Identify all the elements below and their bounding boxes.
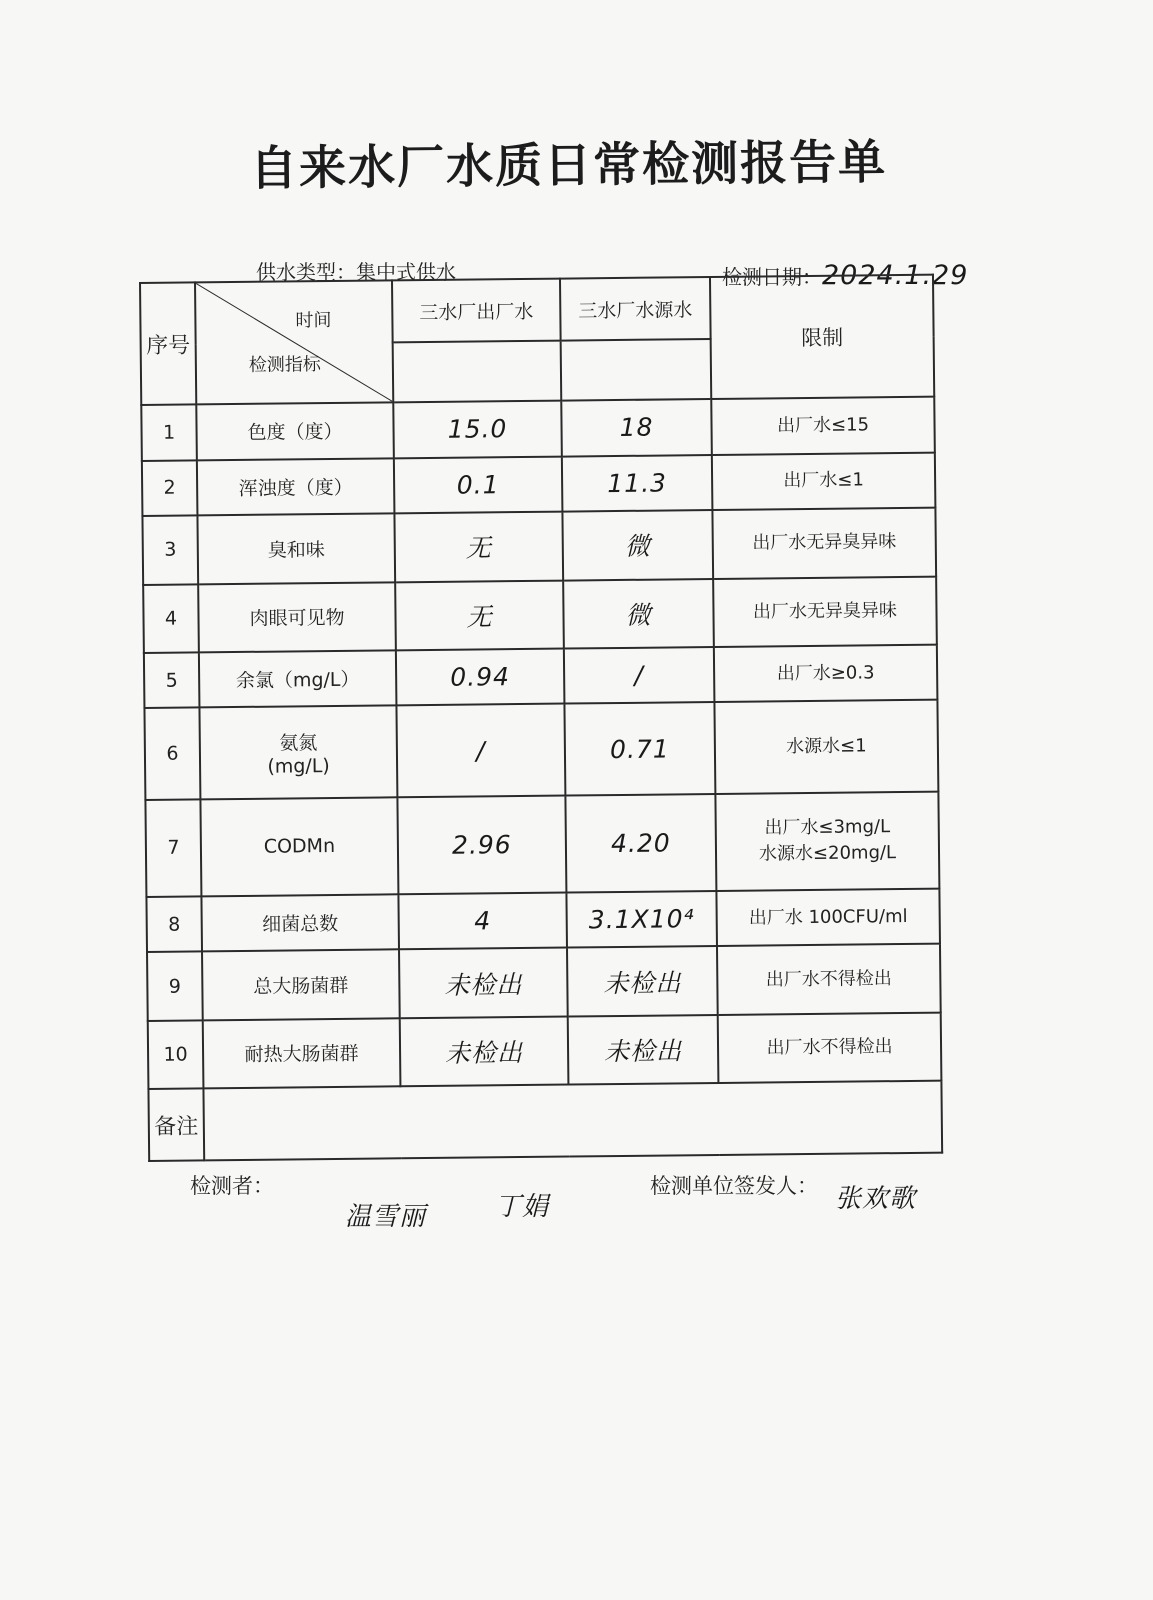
row-no: 9 (147, 952, 203, 1021)
inspector-label: 检测者： (190, 1174, 274, 1198)
inspector-block (190, 1170, 274, 1200)
quality-table-wrapper (139, 274, 941, 1162)
row-value-outlet: 无 (394, 512, 563, 582)
table-row (144, 700, 938, 800)
table-row (141, 397, 935, 461)
issuer-label: 检测单位签发人： (650, 1174, 818, 1198)
row-value-outlet: / (396, 704, 565, 797)
remark-row (148, 1081, 942, 1161)
row-indicator: 浑浊度（度） (197, 458, 395, 516)
row-indicator: 臭和味 (197, 514, 395, 584)
remark-label: 备注 (148, 1088, 204, 1161)
row-indicator: 色度（度） (196, 402, 394, 460)
inspector-signature-2: 丁娟 (495, 1192, 550, 1222)
header-limit: 限制 (710, 275, 934, 399)
row-limit-line1: 出厂水≤3mg/L (764, 816, 891, 839)
table-row (142, 508, 936, 585)
row-indicator-line1: 氨氮 (279, 731, 318, 755)
row-value-source: / (564, 647, 715, 704)
row-value-source: 18 (561, 399, 712, 456)
table-row (143, 576, 937, 653)
header-col2-blank (561, 339, 712, 401)
header-diagonal-cell (195, 280, 393, 404)
test-date-label: 检测日期： (722, 265, 822, 289)
row-value-source: 4.20 (565, 794, 716, 893)
row-limit: 出厂水≤15 (711, 397, 935, 455)
row-limit: 出厂水≤1 (712, 452, 936, 510)
row-value-source: 0.71 (564, 702, 715, 795)
row-value-outlet: 未检出 (400, 1016, 569, 1086)
row-indicator: 细菌总数 (201, 894, 399, 952)
row-no: 10 (148, 1020, 204, 1089)
row-no: 8 (146, 896, 202, 952)
issuer-block (650, 1170, 818, 1200)
row-value-source: 微 (563, 579, 714, 649)
row-indicator: CODMn (200, 797, 398, 896)
row-limit: 出厂水 100CFU/ml (716, 888, 940, 946)
row-limit: 出厂水不得检出 (717, 944, 941, 1015)
row-value-source: 未检出 (567, 946, 718, 1016)
row-no: 6 (144, 708, 200, 800)
row-value-outlet: 未检出 (399, 948, 568, 1018)
row-value-outlet: 2.96 (397, 795, 566, 894)
header-row (140, 275, 934, 345)
table-row (144, 644, 938, 708)
row-indicator: 肉眼可见物 (198, 582, 396, 652)
row-indicator (199, 706, 397, 800)
row-limit (715, 792, 939, 891)
table-row (142, 452, 936, 516)
diagonal-line (196, 281, 392, 403)
row-value-outlet: 无 (395, 580, 564, 650)
row-value-source: 微 (562, 510, 713, 580)
row-limit: 出厂水无异臭异味 (713, 576, 937, 647)
quality-table (139, 274, 943, 1162)
supply-type-label: 供水类型： (256, 260, 356, 284)
row-value-outlet: 15.0 (393, 401, 562, 458)
row-indicator-line2: (mg/L) (267, 754, 330, 778)
row-indicator: 总大肠菌群 (202, 950, 400, 1020)
row-value-outlet: 0.1 (394, 456, 563, 513)
row-no: 5 (144, 652, 200, 708)
row-limit: 出厂水≥0.3 (714, 644, 938, 702)
header-indicator: 检测指标 (248, 354, 321, 376)
row-value-source: 3.1X10⁴ (566, 891, 717, 948)
table-row (146, 888, 940, 952)
row-no: 1 (141, 404, 197, 460)
row-no: 4 (143, 584, 199, 653)
row-limit-line2: 水源水≤20mg/L (758, 842, 897, 865)
row-limit: 出厂水不得检出 (718, 1012, 942, 1083)
row-value-source: 未检出 (568, 1015, 719, 1085)
table-row (148, 1012, 942, 1089)
issuer-signature: 张欢歌 (835, 1184, 917, 1214)
table-row (147, 944, 941, 1021)
report-title: 自来水厂水质日常检测报告单 (249, 134, 888, 197)
header-col1-blank (393, 341, 562, 403)
row-indicator: 余氯（mg/L） (199, 650, 397, 708)
remark-content (203, 1081, 942, 1161)
header-time: 时间 (295, 309, 332, 332)
table-row (145, 792, 939, 897)
row-indicator: 耐热大肠菌群 (203, 1018, 401, 1088)
row-no: 7 (145, 799, 201, 897)
row-limit: 水源水≤1 (714, 700, 938, 794)
header-col1: 三水厂出厂水 (392, 279, 561, 343)
row-no: 2 (142, 460, 198, 516)
row-value-source: 11.3 (562, 455, 713, 512)
header-col2: 三水厂水源水 (560, 277, 711, 341)
row-value-outlet: 0.94 (396, 648, 565, 705)
row-value-outlet: 4 (398, 892, 567, 949)
row-no: 3 (142, 516, 198, 585)
inspector-signature-1: 温雪丽 (345, 1202, 427, 1232)
header-seq: 序号 (140, 282, 196, 405)
test-date-value: 2024.1.29 (822, 260, 969, 291)
supply-type-value: 集中式供水 (356, 260, 456, 284)
row-limit: 出厂水无异臭异味 (712, 508, 936, 579)
